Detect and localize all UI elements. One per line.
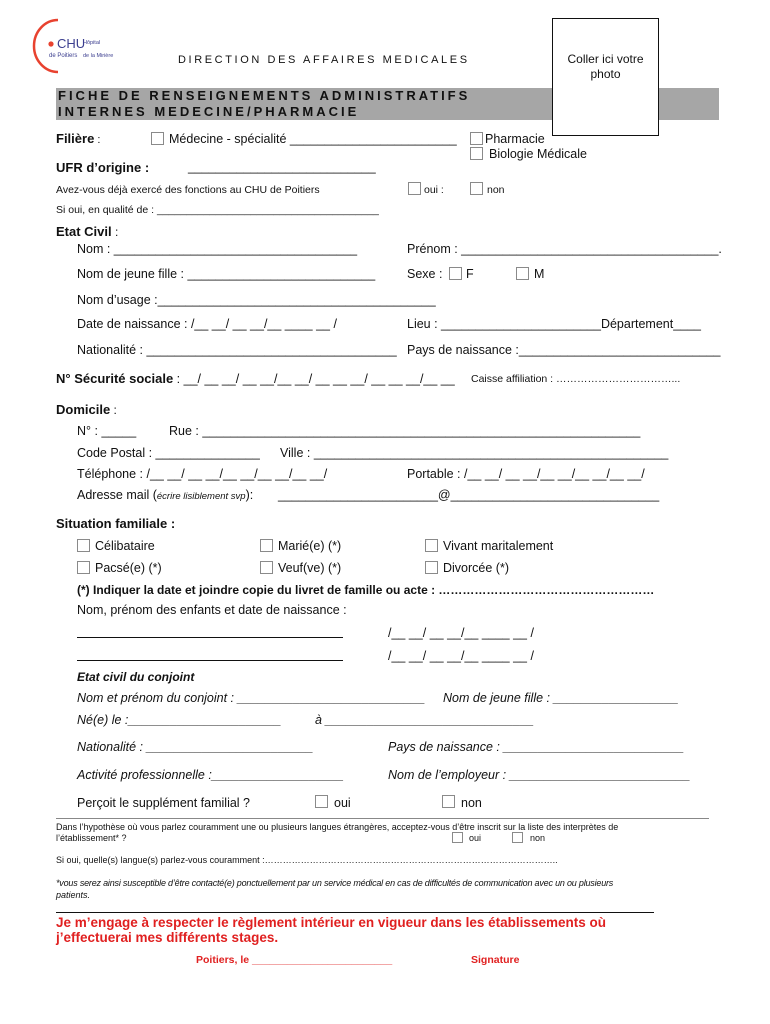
checkbox-celibataire[interactable] xyxy=(77,539,90,552)
checkbox-pacse[interactable] xyxy=(77,561,90,574)
langues-note-2: patients. xyxy=(56,890,91,900)
nom-field[interactable]: Nom : ___________________________________ xyxy=(77,242,358,256)
conjoint-lieu-field[interactable]: à ______________________________ xyxy=(315,713,534,727)
checkbox-langues-oui[interactable] xyxy=(452,832,463,843)
signature-label: Signature xyxy=(471,954,520,966)
veuf-label: Veuf(ve) (*) xyxy=(278,561,342,575)
numero-field[interactable]: N° : _____ xyxy=(77,424,137,438)
filiere-medecine: Médecine - spécialité ________________________ xyxy=(169,132,457,146)
enfant-2-date[interactable]: /__ __/ __ __/__ ____ __ / xyxy=(388,649,534,663)
checkbox-veuf[interactable] xyxy=(260,561,273,574)
checkbox-pharmacie[interactable] xyxy=(470,132,483,145)
checkbox-medecine[interactable] xyxy=(151,132,164,145)
indiquer-note: (*) Indiquer la date et joindre copie du livret de famille ou acte : ……………………………………………… xyxy=(77,583,655,597)
marie-label: Marié(e) (*) xyxy=(278,539,342,553)
conjoint-activite-field[interactable]: Activité professionnelle :___________________ xyxy=(77,768,344,782)
situation-heading: Situation familiale : xyxy=(56,516,176,531)
rue-field[interactable]: Rue : _______________________________________________________________ xyxy=(169,424,641,438)
jeune-fille-field[interactable]: Nom de jeune fille : ___________________________ xyxy=(77,267,376,281)
exerce-non-label: non xyxy=(487,184,505,196)
conjoint-pays-field[interactable]: Pays de naissance : __________________________ xyxy=(388,740,685,754)
photo-box xyxy=(552,18,659,136)
exerce-question: Avez-vous déjà exercé des fonctions au CHU de Poitiers xyxy=(56,184,320,196)
caisse-field[interactable]: Caisse affiliation : ……………………………... xyxy=(471,373,681,385)
ufr-label: UFR d’origine : xyxy=(56,160,150,175)
divorce-label: Divorcée (*) xyxy=(443,561,509,575)
langues-note: *vous serez ainsi susceptible d’être contacté(e) ponctuellement par un service médical en cas de difficultés de communication avec un ou plusieurs xyxy=(56,878,614,888)
ufr-field[interactable]: ___________________________ xyxy=(188,160,376,174)
checkbox-vivant[interactable] xyxy=(425,539,438,552)
checkbox-supplement-oui[interactable] xyxy=(315,795,328,808)
conjoint-employeur-field[interactable]: Nom de l’employeur : __________________________ xyxy=(388,768,691,782)
checkbox-supplement-non[interactable] xyxy=(442,795,455,808)
prenom-field[interactable]: Prénom : _____________________________________. xyxy=(407,242,722,256)
filiere-pharmacie: Pharmacie xyxy=(485,132,545,146)
portable-field[interactable]: Portable : /__ __/ __ __/__ __/__ __/__ __/ xyxy=(407,467,645,481)
exerce-oui-label: oui : xyxy=(424,184,444,196)
direction-title: DIRECTION DES AFFAIRES MEDICALES xyxy=(178,54,470,66)
telephone-field[interactable]: Téléphone : /__ __/ __ __/__ __/__ __/__ __/ xyxy=(77,467,328,481)
mail-field[interactable]: _______________________@______________________________ xyxy=(278,488,660,502)
divider-engagement xyxy=(56,912,654,913)
checkbox-sexe-f[interactable] xyxy=(449,267,462,280)
supplement-non-label: non xyxy=(461,796,482,810)
conjoint-jeune-fille-field[interactable]: Nom de jeune fille : __________________ xyxy=(443,691,679,705)
checkbox-langues-non[interactable] xyxy=(512,832,523,843)
supplement-oui-label: oui xyxy=(334,796,351,810)
nationalite-field[interactable]: Nationalité : ____________________________________ xyxy=(77,343,397,357)
secu-field[interactable]: N° Sécurité sociale : __/ __ __/ __ __/__ __/ __ __ __/ __ __ __/__ __ xyxy=(56,371,455,386)
logo-sub3: de la Mirière xyxy=(83,53,114,59)
langues-question-2: l’établissement* ? xyxy=(56,833,127,843)
supplement-question: Perçoit le supplément familial ? xyxy=(77,796,250,810)
chu-logo xyxy=(30,16,140,76)
code-postal-field[interactable]: Code Postal : _______________ xyxy=(77,446,260,460)
enfants-label: Nom, prénom des enfants et date de naissance : xyxy=(77,603,347,617)
checkbox-exerce-oui[interactable] xyxy=(408,182,421,195)
logo-sub: de Poitiers xyxy=(49,53,78,59)
pacse-label: Pacsé(e) (*) xyxy=(95,561,162,575)
etat-civil-heading: Etat Civil : xyxy=(56,224,119,239)
celibataire-label: Célibataire xyxy=(95,539,155,553)
langues-non-label: non xyxy=(530,833,546,843)
date-naissance-field[interactable]: Date de naissance : /__ __/ __ __/__ ____ __ / xyxy=(77,317,337,331)
mail-label: Adresse mail (écrire lisiblement svp): xyxy=(77,488,254,502)
exerce-qualite-field[interactable]: Si oui, en qualité de : ______________________________________ xyxy=(56,204,379,216)
nom-usage-field[interactable]: Nom d’usage :________________________________________ xyxy=(77,293,436,307)
checkbox-biologie[interactable] xyxy=(470,147,483,160)
divider-langues xyxy=(56,818,709,819)
photo-box-label: Coller ici votre photo xyxy=(567,52,644,81)
conjoint-nom-field[interactable]: Nom et prénom du conjoint : ___________________________ xyxy=(77,691,426,705)
page-title-line2: INTERNES MEDECINE/PHARMACIE xyxy=(58,104,360,119)
engagement-text-2: j’effectuerai mes différents stages. xyxy=(56,930,279,945)
checkbox-exerce-non[interactable] xyxy=(470,182,483,195)
sexe-m-label: M xyxy=(534,267,545,281)
sexe-label: Sexe : xyxy=(407,267,443,281)
domicile-heading: Domicile : xyxy=(56,402,117,417)
vivant-label: Vivant maritalement xyxy=(443,539,554,553)
conjoint-heading: Etat civil du conjoint xyxy=(77,670,195,684)
checkbox-marie[interactable] xyxy=(260,539,273,552)
conjoint-ne-field[interactable]: Né(e) le :______________________ xyxy=(77,713,282,727)
logo-sub2: Hôpital xyxy=(83,40,101,46)
engagement-text: Je m’engage à respecter le règlement intérieur en vigueur dans les établissements où xyxy=(56,915,606,930)
enfant-2-name-line[interactable] xyxy=(77,660,343,661)
langues-question: Dans l’hypothèse où vous parlez couramment une ou plusieurs langues étrangères, acceptez-vous d’être inscrit sur la liste des interprètes de xyxy=(56,822,619,832)
filiere-label: Filière : xyxy=(56,131,101,146)
checkbox-divorce[interactable] xyxy=(425,561,438,574)
filiere-biologie: Biologie Médicale xyxy=(489,147,587,161)
langues-quelles-field[interactable]: Si oui, quelle(s) langue(s) parlez-vous couramment :…………………………………………………………………………………….. xyxy=(56,855,558,865)
langues-oui-label: oui xyxy=(469,833,482,843)
checkbox-sexe-m[interactable] xyxy=(516,267,529,280)
logo-main: CHU xyxy=(57,36,86,51)
poitiers-le-field[interactable]: Poitiers, le ________________________ xyxy=(196,954,393,966)
enfant-1-name-line[interactable] xyxy=(77,637,343,638)
page-title-line1: FICHE DE RENSEIGNEMENTS ADMINISTRATIFS xyxy=(58,88,471,103)
sexe-f-label: F xyxy=(466,267,474,281)
conjoint-nationalite-field[interactable]: Nationalité : ________________________ xyxy=(77,740,314,754)
lieu-field[interactable]: Lieu : _______________________Département____ xyxy=(407,317,702,331)
pays-naissance-field[interactable]: Pays de naissance :_____________________________ xyxy=(407,343,721,357)
enfant-1-date[interactable]: /__ __/ __ __/__ ____ __ / xyxy=(388,626,534,640)
ville-field[interactable]: Ville : ___________________________________________________ xyxy=(280,446,669,460)
